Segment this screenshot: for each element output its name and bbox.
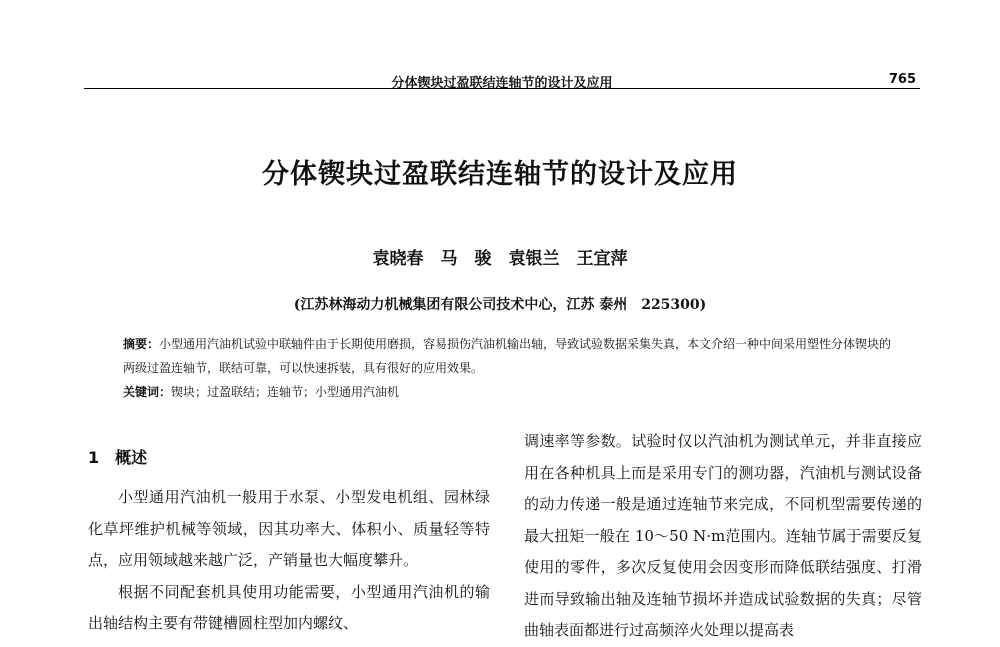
abstract-text: 小型通用汽油机试验中联轴件由于长期使用磨损，容易损伤汽油机输出轴，导致试验数据采集失真，本文介绍一种中间采用塑性分体锲块的两级过盈连轴节，联结可靠，可以快速拆装，具有很好的应用效果。 — [123, 337, 892, 375]
paragraph: 根据不同配套机具使用功能需要，小型通用汽油机的输出轴结构主要有带键槽圆柱型加内螺纹、 — [88, 582, 490, 632]
right-column — [524, 426, 922, 647]
page-number: 765 — [888, 72, 916, 87]
paragraph: 调速率等参数。试验时仅以汽油机为测试单元，并非直接应用在各种机具上而是采用专门的测功器，汽油机与测试设备的动力传递一般是通过连轴节来完成，不同机型需要传递的最大扭矩一般在 10～50 N·m范围内。连轴节属于需要反复使用的零件，多次反复使用会因变形而降低联结强度、打滑进而导致输出轴及连轴节损坏并造成试验数据的失真；尽管曲轴表面都进行过高频淬火处理以提高表 — [524, 432, 922, 639]
running-header — [84, 58, 920, 89]
paper-title: 分体锲块过盈联结连轴节的设计及应用 — [262, 159, 738, 190]
paragraph: 小型通用汽油机一般用于水泵、小型发电机组、园林绿化草坪维护机械等领域，因其功率大、体积小、质量轻等特点，应用领域越来越广泛，产销量也大幅度攀升。 — [88, 488, 490, 569]
affiliation: (江苏林海动力机械集团有限公司技术中心，江苏 泰州 225300) — [293, 297, 707, 313]
section-number: 1 — [88, 448, 100, 467]
section-title: 概述 — [115, 448, 148, 467]
keywords-label: 关键词： — [123, 385, 172, 399]
keywords — [123, 383, 903, 400]
section-heading — [88, 446, 490, 470]
keywords-text: 锲块；过盈联结；连轴节；小型通用汽油机 — [171, 385, 400, 399]
abstract — [123, 332, 903, 380]
left-column — [88, 446, 490, 640]
abstract-label: 摘要： — [123, 337, 160, 351]
authors: 袁晓春 马 骏 袁银兰 王宜萍 — [372, 249, 628, 269]
running-title: 分体锲块过盈联结连轴节的设计及应用 — [391, 76, 613, 91]
